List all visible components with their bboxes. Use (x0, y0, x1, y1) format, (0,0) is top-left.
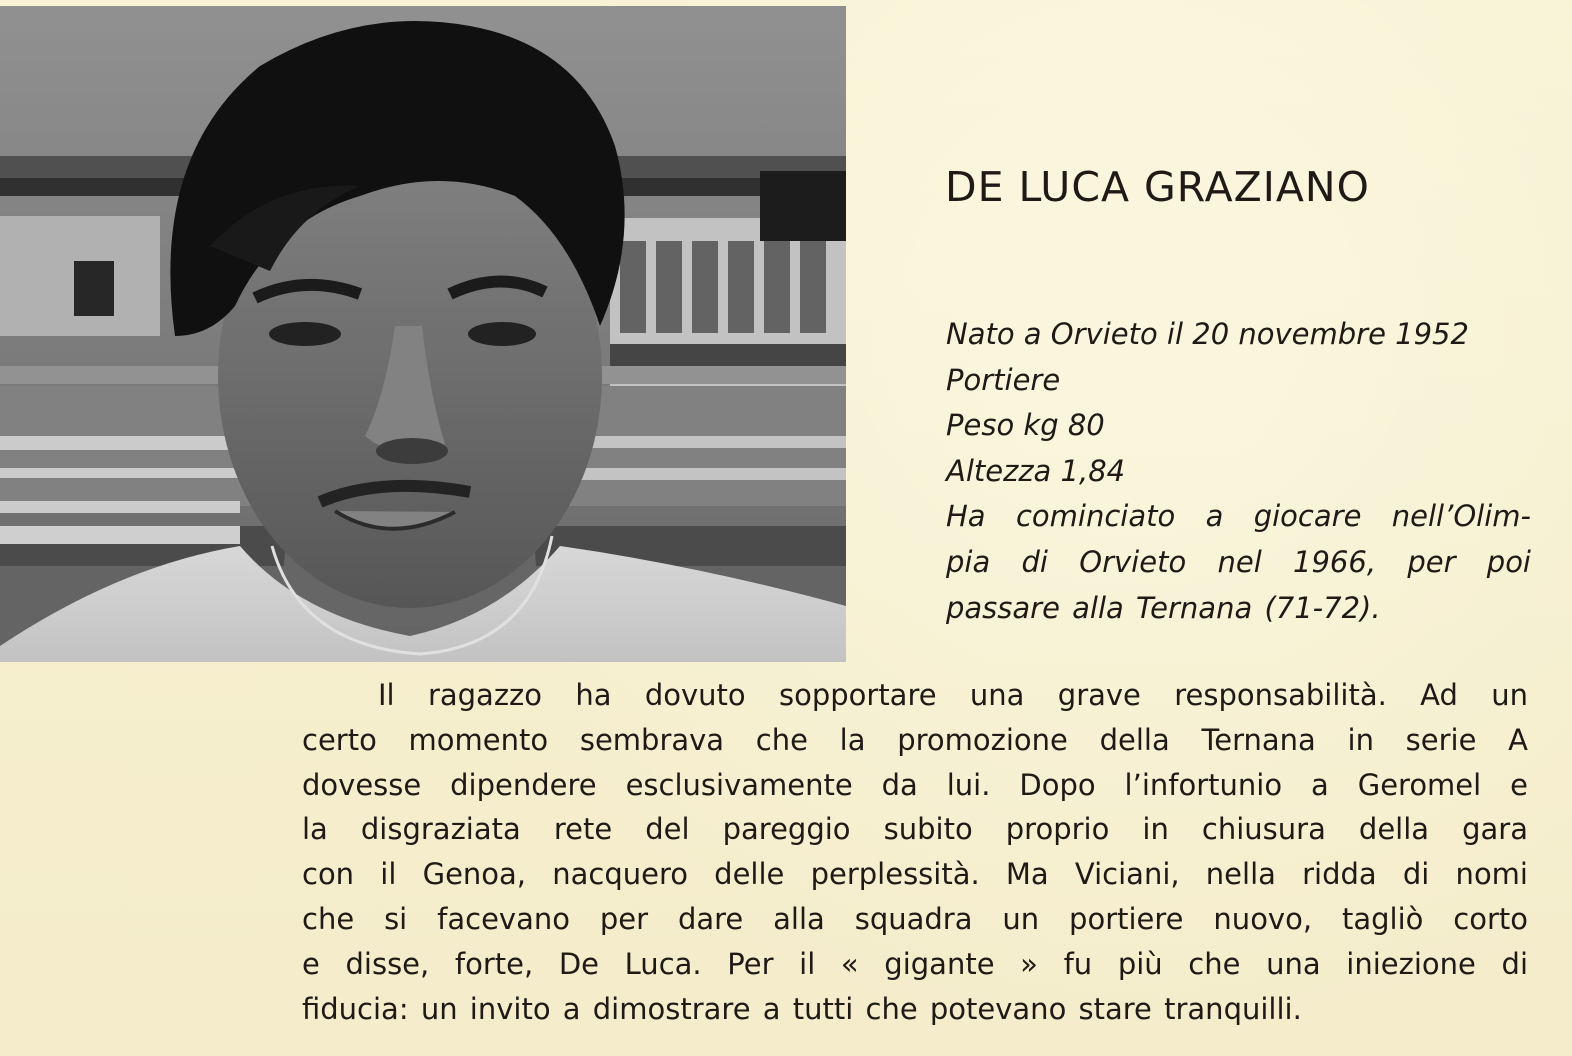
position-info: Portiere (946, 362, 1061, 397)
bio-line: fiducia: un invito a dimostrare a tutti che potevano stare tranquilli. (302, 991, 1302, 1026)
player-portrait-illustration (0, 6, 846, 662)
player-name: DE LUCA GRAZIANO (945, 163, 1370, 211)
weight-info: Peso kg 80 (946, 408, 1105, 443)
career-line: passare alla Ternana (71-72). (946, 590, 1381, 625)
bio-line: che si facevano per dare alla squadra un portiere nuovo, tagliò corto (302, 901, 1528, 936)
player-photo (0, 6, 846, 662)
career-line: Ha cominciato a giocare nell’Olim- (946, 499, 1531, 534)
bio-line: e disse, forte, De Luca. Per il « gigante » fu più che una iniezione di (302, 946, 1528, 981)
height-info: Altezza 1,84 (946, 453, 1126, 488)
bio-line: la disgraziata rete del pareggio subito proprio in chiusura della gara (302, 812, 1528, 847)
bio-line: Il ragazzo ha dovuto sopportare una grave responsabilità. Ad un (378, 678, 1528, 712)
bio-line: dovesse dipendere esclusivamente da lui. Dopo l’infortunio a Geromel e (302, 767, 1528, 802)
player-facts (946, 312, 1531, 631)
career-line: pia di Orvieto nel 1966, per poi (946, 544, 1531, 579)
biography-paragraph (302, 673, 1528, 1031)
bio-line: con il Genoa, nacquero delle perplessità. Ma Viciani, nella ridda di nomi (302, 857, 1528, 892)
birth-info: Nato a Orvieto il 20 novembre 1952 (946, 317, 1469, 351)
bio-line: certo momento sembrava che la promozione della Ternana in serie A (302, 722, 1528, 757)
